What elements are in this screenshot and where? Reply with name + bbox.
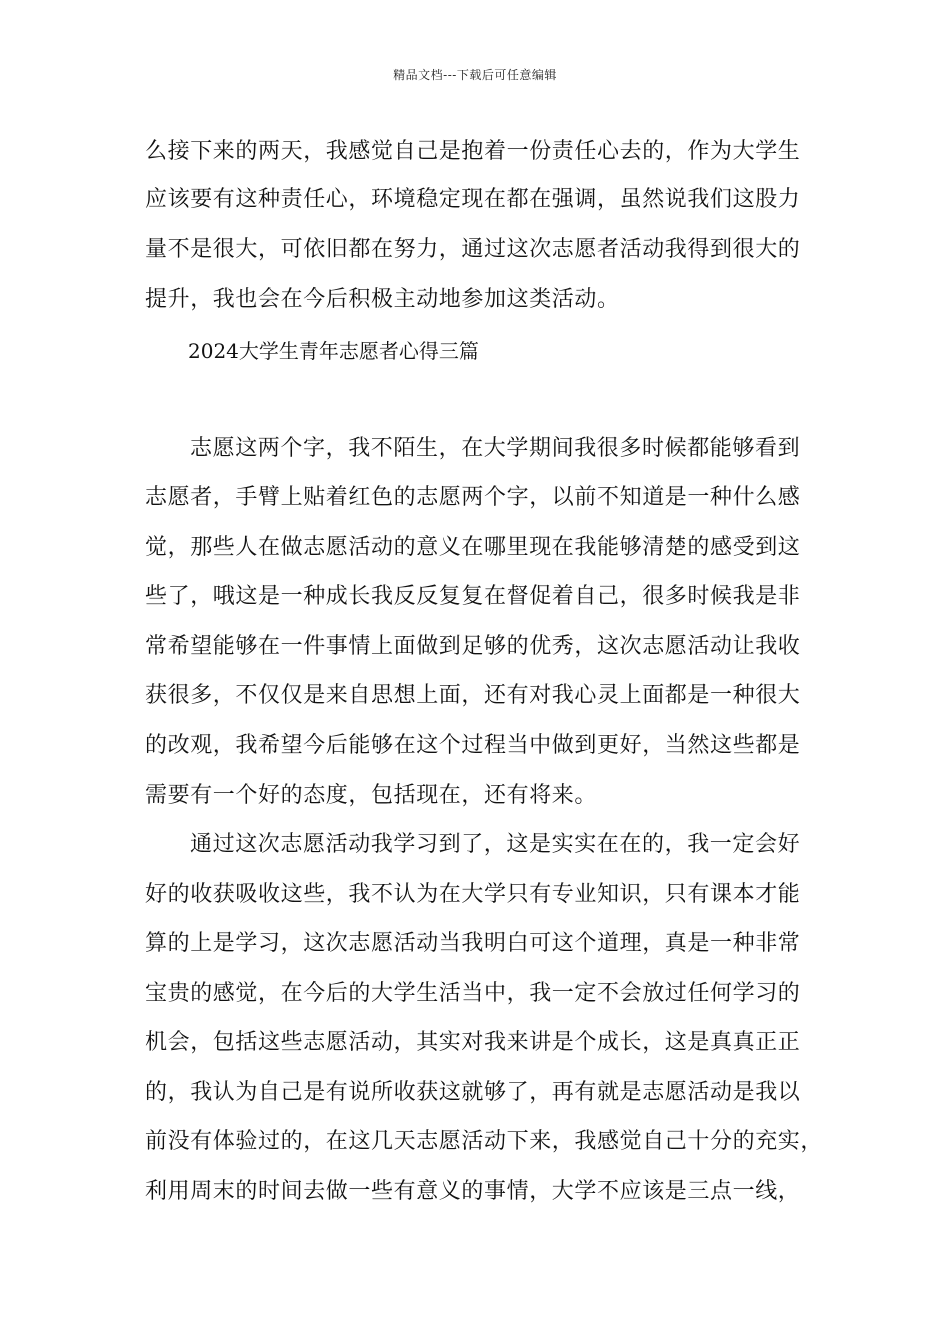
paragraph-line: 志愿者，手臂上贴着红色的志愿两个字，以前不知道是一种什么感: [145, 485, 801, 510]
paragraph-line: 利用周末的时间去做一些有意义的事情，大学不应该是三点一线，: [145, 1179, 801, 1204]
paragraph-line: 觉，那些人在做志愿活动的意义在哪里现在我能够清楚的感受到这: [145, 535, 801, 560]
paragraph-line: 提升，我也会在今后积极主动地参加这类活动。: [145, 287, 620, 312]
paragraph-line: 的改观，我希望今后能够在这个过程当中做到更好，当然这些都是: [145, 733, 801, 758]
paragraph-line: 好的收获吸收这些，我不认为在大学只有专业知识，只有课本才能: [145, 882, 801, 907]
paragraph-line: 机会，包括这些志愿活动，其实对我来讲是个成长，这是真真正正: [145, 1030, 801, 1055]
paragraph-line: 些了，哦这是一种成长我反反复复在督促着自己，很多时候我是非: [145, 584, 801, 609]
paragraph-line: 宝贵的感觉，在今后的大学生活当中，我一定不会放过任何学习的: [145, 981, 801, 1006]
paragraph-line: 么接下来的两天，我感觉自己是抱着一份责任心去的，作为大学生: [145, 139, 801, 164]
page-header: 精品文档---下载后可任意编辑: [393, 68, 557, 82]
paragraph-line: 常希望能够在一件事情上面做到足够的优秀，这次志愿活动让我收: [145, 634, 801, 659]
paragraph-line: 志愿这两个字，我不陌生，在大学期间我很多时候都能够看到: [190, 436, 801, 461]
paragraph-line: 通过这次志愿活动我学习到了，这是实实在在的，我一定会好: [190, 832, 801, 857]
paragraph-line: 算的上是学习，这次志愿活动当我明白可这个道理，真是一种非常: [145, 931, 801, 956]
paragraph-line: 前没有体验过的，在这几天志愿活动下来，我感觉自己十分的充实，: [145, 1129, 824, 1154]
paragraph-line: 应该要有这种责任心，环境稳定现在都在强调，虽然说我们这股力: [145, 187, 801, 212]
paragraph-line: 的，我认为自己是有说所收获这就够了，再有就是志愿活动是我以: [145, 1080, 801, 1105]
section-title: 2024大学生青年志愿者心得三篇: [188, 339, 479, 363]
paragraph-line: 量不是很大，可依旧都在努力，通过这次志愿者活动我得到很大的: [145, 237, 801, 262]
paragraph-line: 需要有一个好的态度，包括现在，还有将来。: [145, 783, 598, 808]
paragraph-line: 获很多，不仅仅是来自思想上面，还有对我心灵上面都是一种很大: [145, 683, 801, 708]
